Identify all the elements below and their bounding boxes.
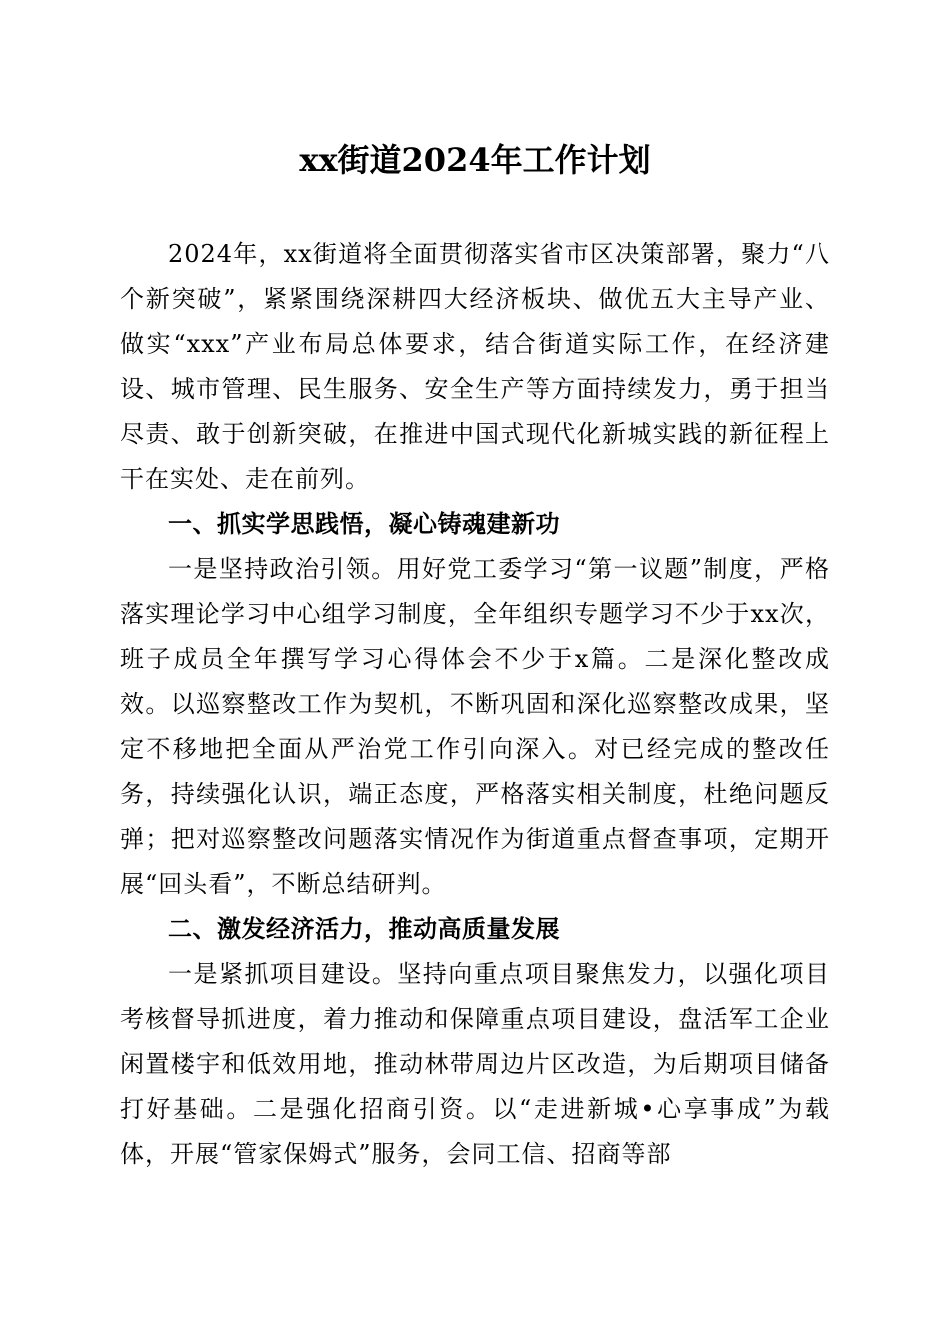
section-1-paragraph: 一是坚持政治引领。用好党工委学习“第一议题”制度，严格落实理论学习中心组学习制度，全年组织专题学习不少于xx次，班子成员全年撰写学习心得体会不少于x篇。二是深化整改成效。以巡察整改工作为契机，不断巩固和深化巡察整改成果，坚定不移地把全面从严治党工作引向深入。对已经完成的整改任务，持续强化认识，端正态度，严格落实相关制度，杜绝问题反弹；把对巡察整改问题落实情况作为街道重点督查事项，定期开展“回头看”，不断总结研判。 bbox=[120, 555, 830, 898]
section-heading-1: 一、抓实学思践悟，凝心铸魂建新功 bbox=[168, 510, 560, 538]
intro-paragraph: 2024年，xx街道将全面贯彻落实省市区决策部署，聚力“八个新突破”，紧紧围绕深耕四大经济板块、做优五大主导产业、做实“xxx”产业布局总体要求，结合街道实际工作，在经济建设、城市管理、民生服务、安全生产等方面持续发力，勇于担当尽责、敢于创新突破，在推进中国式现代化新城实践的新征程上干在实处、走在前列。 bbox=[120, 240, 830, 493]
section-2-paragraph: 一是紧抓项目建设。坚持向重点项目聚焦发力，以强化项目考核督导抓进度，着力推动和保障重点项目建设，盘活军工企业闲置楼宇和低效用地，推动林带周边片区改造，为后期项目储备打好基础。二是强化招商引资。以“走进新城•心享事成”为载体，开展“管家保姆式”服务，会同工信、招商等部 bbox=[120, 960, 830, 1168]
document-body bbox=[120, 232, 830, 1177]
document-title: xx街道2024年工作计划 bbox=[299, 141, 651, 179]
section-heading-2: 二、激发经济活力，推动高质量发展 bbox=[168, 915, 560, 943]
